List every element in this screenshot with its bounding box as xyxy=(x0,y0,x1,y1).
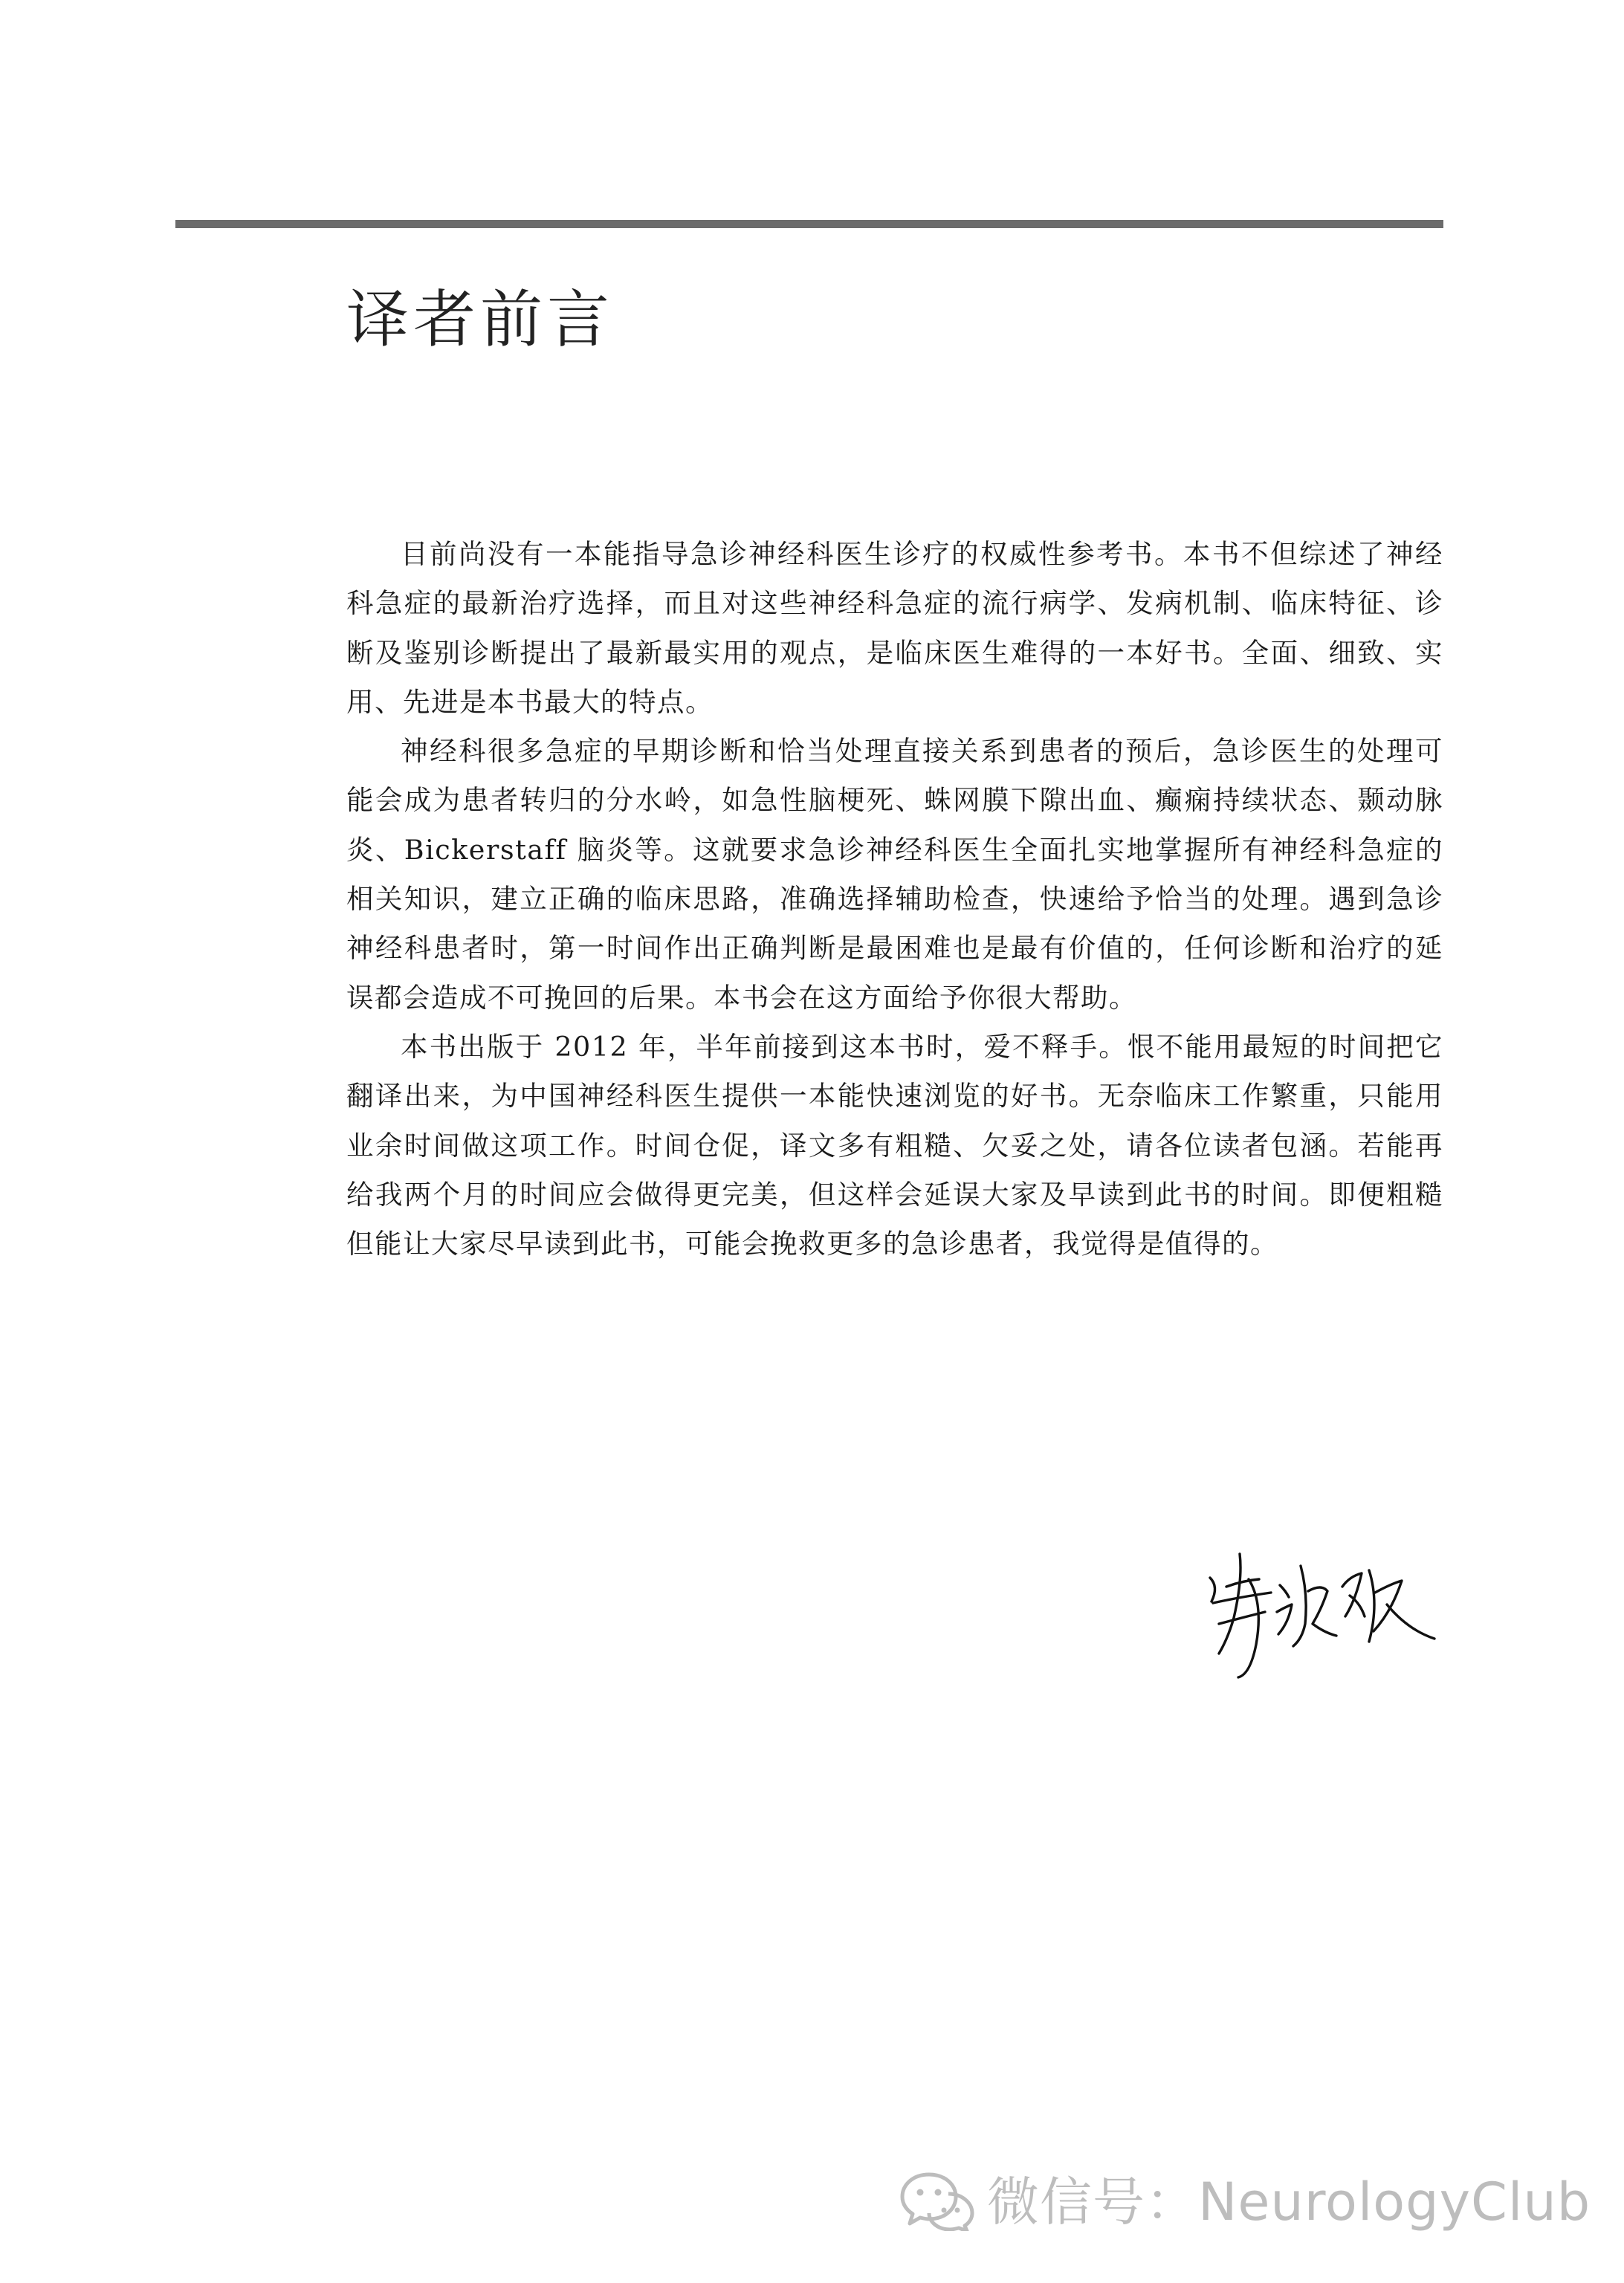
top-rule xyxy=(175,220,1443,228)
paragraph-2: 神经科很多急症的早期诊断和恰当处理直接关系到患者的预后，急诊医生的处理可能会成为患者转归的分水岭，如急性脑梗死、蛛网膜下隙出血、癫痫持续状态、颞动脉炎、Bickerstaff 脑炎等。这就要求急诊神经科医生全面扎实地掌握所有神经科急症的相关知识，建立正确的临床思路，准确选择辅助检查，快速给予恰当的处理。遇到急诊神经科患者时，第一时间作出正确判断是最困难也是最有价值的，任何诊断和治疗的延误都会造成不可挽回的后果。本书会在这方面给予你很大帮助。 xyxy=(346,735,1443,1014)
wechat-watermark xyxy=(899,2164,1591,2238)
handwritten-signature xyxy=(1197,1535,1442,1683)
wechat-icon xyxy=(899,2169,977,2231)
paragraph-3: 本书出版于 2012 年，半年前接到这本书时，爱不释手。恨不能用最短的时间把它翻译出来，为中国神经科医生提供一本能快速浏览的好书。无奈临床工作繁重，只能用业余时间做这项工作。时间仓促，译文多有粗糙、欠妥之处，请各位读者包涵。若能再给我两个月的时间应会做得更完美，但这样会延误大家及早读到此书的时间。即便粗糙但能让大家尽早读到此书，可能会挽救更多的急诊患者，我觉得是值得的。 xyxy=(346,1030,1443,1260)
watermark-text: 微信号：NeurologyClub xyxy=(987,2172,1591,2232)
page-title: 译者前言 xyxy=(346,283,615,356)
paragraph-1: 目前尚没有一本能指导急诊神经科医生诊疗的权威性参考书。本书不但综述了神经科急症的最新治疗选择，而且对这些神经科急症的流行病学、发病机制、临床特征、诊断及鉴别诊断提出了最新最实用的观点，是临床医生难得的一本好书。全面、细致、实用、先进是本书最大的特点。 xyxy=(346,538,1443,718)
body-text xyxy=(346,530,1443,1269)
